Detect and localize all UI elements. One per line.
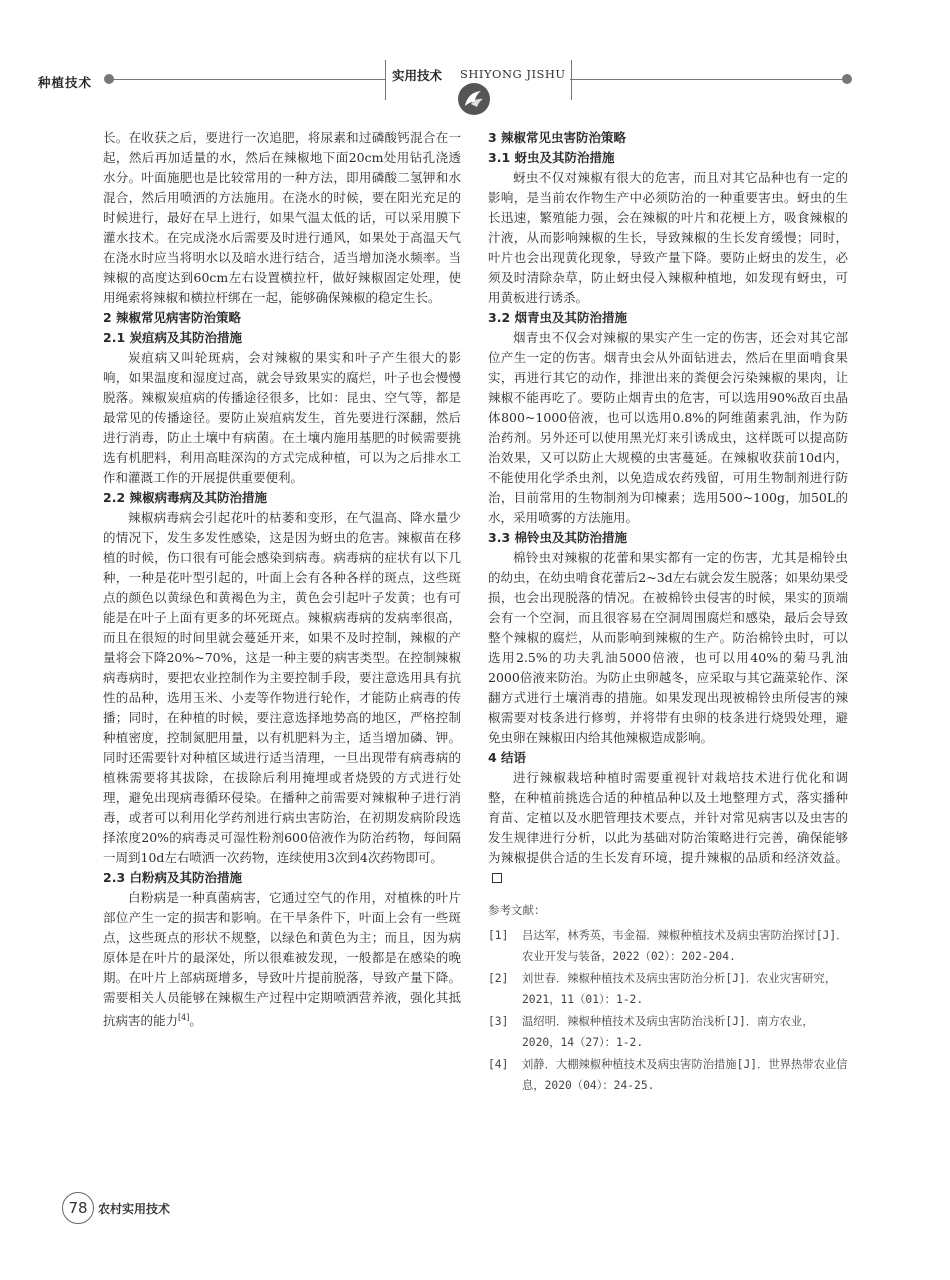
running-header [0, 60, 950, 120]
reference-item [488, 1054, 848, 1097]
page-number: 78 [62, 1192, 94, 1224]
paragraph: 炭疽病又叫轮斑病，会对辣椒的果实和叶子产生很大的影响，如果温度和湿度过高，就会导致果实的腐烂，叶子也会慢慢脱落。辣椒炭疽病的传播途径很多，比如：昆虫、空气等，都是最常见的传播途径。要防止炭疽病发生，首先要进行深翻，然后进行消毒，防止土壤中有病菌。在土壤内施用基肥的时候需要挑选有机肥料，利用高畦深沟的方式完成种植，可以为之后排水工作和灌溉工作的开展提供重要便利。 [103, 350, 461, 485]
reference-number: [2] [488, 971, 509, 985]
paragraph: 烟青虫不仅会对辣椒的果实产生一定的伤害，还会对其它部位产生一定的伤害。烟青虫会从外面钻进去，然后在里面啃食果实，再进行其它的动作，排泄出来的粪便会污染辣椒的果肉，让辣椒不能再吃了。要防止烟青虫的危害，可以选用90%敌百虫晶体800~1000倍液，也可以选用0.8%的阿维菌素乳油，作为防治药剂。另外还可以使用黑光灯来引诱成虫，这样既可以提高防治效果，又可以防止大规模的虫害蔓延。在辣椒收获前10d内，不能使用化学杀虫剂，以免造成农药残留，可用生物制剂进行防治，目前常用的生物制剂为印楝素；选用500~100g，加50L的水，采用喷雾的方法施用。 [488, 330, 848, 525]
citation-marker: [4] [178, 1013, 190, 1022]
paragraph: 长。在收获之后，要进行一次追肥，将尿素和过磷酸钙混合在一起，然后再加适量的水，然后在辣椒地下面20cm处用钻孔浇透水分。叶面施肥也是比较常用的一种方法，即用磷酸二氢钾和水混合，然后用喷洒的方法施用。在浇水的时候，要在阳光充足的时候进行，最好在早上进行，如果气温太低的话，可以采用膜下灌水技术。在完成浇水后需要及时进行通风，如果处于高温天气在浇水时应当将明水以及暗水进行结合，适当增加浇水频率。当辣椒的高度达到60cm左右设置横拉杆，做好辣椒固定处理，使用绳索将辣椒和横拉杆绑在一起，能够确保辣椒的稳定生长。 [103, 130, 461, 305]
right-column [488, 128, 848, 1097]
column-emblem-icon [457, 82, 491, 116]
header-rule-right [570, 79, 845, 80]
subsection-heading: 2.1 炭疽病及其防治措施 [103, 330, 242, 345]
section-heading: 2 辣椒常见病害防治策略 [103, 310, 242, 325]
subsection-heading: 2.3 白粉病及其防治措施 [103, 870, 242, 885]
section-heading: 4 结语 [488, 750, 527, 765]
paragraph: 蚜虫不仅对辣椒有很大的危害，而且对其它品种也有一定的影响，是当前农作物生产中必须防治的一种重要害虫。蚜虫的生长迅速，繁殖能力强，会在辣椒的叶片和花梗上方，吸食辣椒的汁液，从而影响辣椒的生长，导致辣椒的生长发育缓慢；同时，叶片也会出现黄化现象，导致产量下降。要防止蚜虫的发生，必须及时清除杂草，防止蚜虫侵入辣椒种植地，如发现有蚜虫，可用黄板进行诱杀。 [488, 170, 848, 305]
subsection-heading: 3.2 烟青虫及其防治措施 [488, 310, 627, 325]
references-title: 参考文献： [488, 903, 546, 917]
reference-text: 刘静．大棚辣椒种植技术及病虫害防治措施[J]．世界热带农业信息，2020（04）：24-25. [522, 1057, 848, 1092]
header-dot-right [842, 74, 852, 84]
paragraph [103, 888, 461, 1031]
journal-column-pinyin: SHIYONG JISHU [460, 67, 566, 81]
reference-text: 吕达军，林秀英，韦金福．辣椒种植技术及病虫害防治探讨[J]．农业开发与装备，2022（02）：202-204. [522, 928, 848, 963]
paragraph-text: 白粉病是一种真菌病害，它通过空气的作用，对植株的叶片部位产生一定的损害和影响。在干旱条件下，叶面上会有一些斑点，这些斑点的形状不规整，以绿色和黄色为主；而且，因为病原体是在叶片的最深处，所以很难被发现，一般都是在感染的晚期。在叶片上部病斑增多，导致叶片提前脱落，导致产量下降。需要相关人员能够在辣椒生产过程中定期喷洒营养液，强化其抵抗病害的能力 [103, 890, 461, 1029]
reference-item [488, 1011, 848, 1054]
journal-column-title: 实用技术 [392, 68, 443, 83]
paragraph-end: 。 [189, 1013, 202, 1029]
subsection-heading: 2.2 辣椒病毒病及其防治措施 [103, 490, 267, 505]
reference-number: [1] [488, 928, 509, 942]
subsection-heading: 3.1 蚜虫及其防治措施 [488, 150, 615, 165]
journal-name-logo: 农村实用技术 [98, 1202, 171, 1216]
reference-item [488, 925, 848, 968]
paragraph-text: 进行辣椒栽培种植时需要重视针对栽培技术进行优化和调整，在种植前挑选合适的种植品种以及土地整理方式，落实播种育苗、定植以及水肥管理技术要点，并针对常见病害以及虫害的发生规律进行分析，以此为基础对防治策略进行完善，确保能够为辣椒提供合适的生长发育环境，提升辣椒的品质和经济效益。 [488, 770, 848, 865]
reference-number: [3] [488, 1014, 509, 1028]
header-rule-left [110, 79, 385, 80]
paragraph: 辣椒病毒病会引起花叶的枯萎和变形，在气温高、降水量少的情况下，发生多发性感染，这是因为蚜虫的危害。辣椒苗在移植的时候，伤口很有可能会感染到病毒。病毒病的症状有以下几种，一种是花叶型引起的，叶面上会有各种各样的斑点，这些斑点的颜色以黄绿色和黄褐色为主，黄色会引起叶子发黄；也有可能是在叶子上面有更多的坏死斑点。辣椒病毒病的发病率很高，而且在很短的时间里就会蔓延开来，如果不及时控制，辣椒的产量将会下降20%~70%，这是一种主要的病害类型。在控制辣椒病毒病时，要把农业控制作为主要控制手段，要注意选用具有抗性的品种，选用玉米、小麦等作物进行轮作，才能防止病毒的传播；同时，在种植的时候，要注意选择地势高的地区，严格控制种植密度，控制氮肥用量，以有机肥料为主，适当增加磷、钾。同时还需要针对种植区域进行适当清理，一旦出现带有病毒病的植株需要将其拔除，在拔除后利用掩埋或者烧毁的方式进行处理，避免出现病毒循环侵染。在播种之前需要对辣椒种子进行消毒，或者可以利用化学药剂进行病虫害防治，在初期发病阶段选择浓度20%的病毒灵可湿性粉剂600倍液作为防治药物，每间隔一周到10d左右喷洒一次药物，连续使用3次到4次药物即可。 [103, 510, 461, 865]
references [488, 900, 848, 1097]
paragraph: 棉铃虫对辣椒的花蕾和果实都有一定的伤害，尤其是棉铃虫的幼虫，在幼虫啃食花蕾后2~3d左右就会发生脱落；如果幼果受损，也会出现脱落的情况。在被棉铃虫侵害的时候，果实的顶端会有一个空洞，而且很容易在空洞周围腐烂和感染，最后会导致整个辣椒的腐烂，从而影响到辣椒的生产。防治棉铃虫时，可以选用2.5%的功夫乳油5000倍液，也可以用40%的菊马乳油2000倍液来防治。为防止虫卵越冬，应采取与其它蔬菜轮作、深翻方式进行土壤消毒的措施。如果发现出现被棉铃虫所侵害的辣椒需要对枝条进行修剪，并将带有虫卵的枝条进行烧毁处理，避免虫卵在辣椒田内给其他辣椒造成影响。 [488, 550, 848, 745]
reference-item [488, 968, 848, 1011]
paragraph [488, 768, 848, 888]
left-column [103, 128, 461, 1031]
reference-number: [4] [488, 1057, 509, 1071]
end-of-article-icon [492, 873, 502, 883]
section-heading: 3 辣椒常见虫害防治策略 [488, 130, 627, 145]
reference-text: 刘世春．辣椒种植技术及病虫害防治分析[J]．农业灾害研究，2021，11（01）：1-2. [522, 971, 837, 1006]
reference-text: 温绍明．辣椒种植技术及病虫害防治浅析[J]．南方农业，2020，14（27）：1-2. [522, 1014, 814, 1049]
subsection-heading: 3.3 棉铃虫及其防治措施 [488, 530, 627, 545]
section-label: 种植技术 [38, 75, 93, 90]
